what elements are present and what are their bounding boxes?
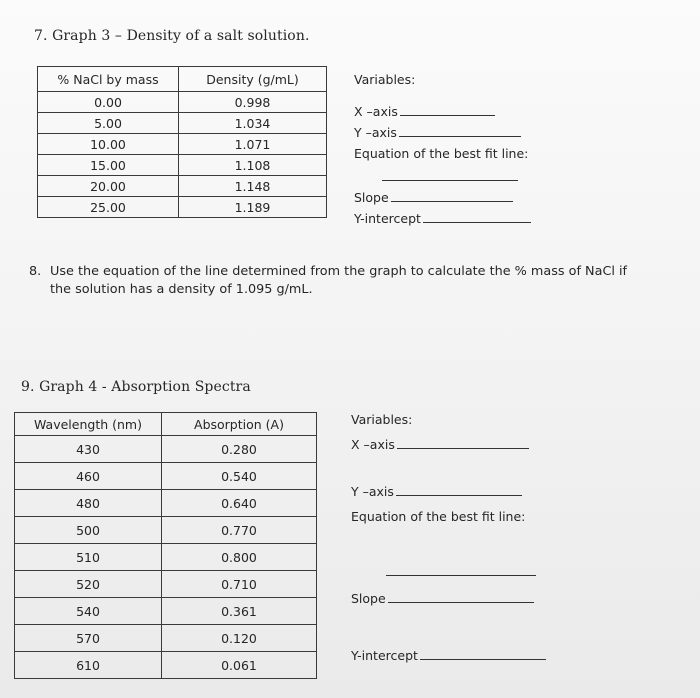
- cell-nacl: 10.00: [38, 134, 179, 155]
- q7-y-axis-blank[interactable]: [399, 125, 521, 137]
- header-density: Density (g/mL): [179, 67, 327, 92]
- table-row: [15, 463, 317, 490]
- cell-absorption: 0.120: [162, 625, 317, 652]
- table-row: [38, 176, 327, 197]
- q9-x-axis-label: X –axis: [351, 437, 395, 452]
- table-row: [15, 652, 317, 679]
- q8-text-line2: the solution has a density of 1.095 g/mL.: [50, 282, 313, 297]
- cell-absorption: 0.061: [162, 652, 317, 679]
- q7-slope-field[interactable]: [354, 190, 513, 205]
- q9-slope-blank[interactable]: [388, 591, 534, 603]
- q7-x-axis-field[interactable]: [354, 104, 495, 119]
- q7-variables-label: Variables:: [354, 72, 416, 87]
- header-nacl: % NaCl by mass: [38, 67, 179, 92]
- cell-absorption: 0.800: [162, 544, 317, 571]
- q7-title: 7. Graph 3 – Density of a salt solution.: [34, 28, 310, 44]
- table-row: [15, 490, 317, 517]
- cell-wavelength: 610: [15, 652, 162, 679]
- table-row: [15, 598, 317, 625]
- q9-x-axis-blank[interactable]: [397, 437, 529, 449]
- q9-y-intercept-blank[interactable]: [420, 648, 546, 660]
- q9-title: 9. Graph 4 - Absorption Spectra: [21, 379, 251, 395]
- table-header-row: [15, 413, 317, 436]
- q9-slope-label: Slope: [351, 591, 386, 606]
- q9-equation-blank[interactable]: [386, 575, 536, 576]
- cell-density: 1.189: [179, 197, 327, 218]
- q7-x-axis-blank[interactable]: [400, 104, 495, 116]
- cell-wavelength: 510: [15, 544, 162, 571]
- cell-density: 1.108: [179, 155, 327, 176]
- q7-y-intercept-field[interactable]: [354, 211, 531, 226]
- cell-wavelength: 480: [15, 490, 162, 517]
- q8-text-line1: Use the equation of the line determined from the graph to calculate the % mass of NaCl if: [50, 264, 628, 279]
- q9-y-axis-label: Y –axis: [351, 484, 394, 499]
- q9-slope-field[interactable]: [351, 591, 534, 606]
- header-wavelength: Wavelength (nm): [15, 413, 162, 436]
- cell-density: 1.148: [179, 176, 327, 197]
- q8-number: 8.: [29, 264, 42, 279]
- cell-absorption: 0.770: [162, 517, 317, 544]
- cell-absorption: 0.710: [162, 571, 317, 598]
- table-row: [38, 92, 327, 113]
- q9-x-axis-field[interactable]: [351, 437, 529, 452]
- cell-nacl: 5.00: [38, 113, 179, 134]
- q9-variables-label: Variables:: [351, 412, 413, 427]
- cell-absorption: 0.280: [162, 436, 317, 463]
- absorption-table: [14, 412, 317, 679]
- q7-y-axis-field[interactable]: [354, 125, 521, 140]
- table-header-row: [38, 67, 327, 92]
- q7-slope-label: Slope: [354, 190, 389, 205]
- q7-y-intercept-blank[interactable]: [423, 211, 531, 223]
- q7-equation-blank[interactable]: [382, 180, 518, 181]
- table-row: [15, 517, 317, 544]
- cell-wavelength: 520: [15, 571, 162, 598]
- q9-y-intercept-label: Y-intercept: [351, 648, 418, 663]
- table-row: [15, 544, 317, 571]
- cell-nacl: 20.00: [38, 176, 179, 197]
- cell-nacl: 0.00: [38, 92, 179, 113]
- table-row: [38, 155, 327, 176]
- q9-y-intercept-field[interactable]: [351, 648, 546, 663]
- q7-slope-blank[interactable]: [391, 190, 513, 202]
- q7-equation-label: Equation of the best fit line:: [354, 146, 529, 161]
- cell-absorption: 0.540: [162, 463, 317, 490]
- q7-y-intercept-label: Y-intercept: [354, 211, 421, 226]
- q9-y-axis-field[interactable]: [351, 484, 522, 499]
- cell-density: 0.998: [179, 92, 327, 113]
- cell-wavelength: 570: [15, 625, 162, 652]
- cell-nacl: 25.00: [38, 197, 179, 218]
- table-row: [38, 113, 327, 134]
- cell-density: 1.034: [179, 113, 327, 134]
- cell-wavelength: 430: [15, 436, 162, 463]
- table-row: [15, 625, 317, 652]
- table-row: [38, 197, 327, 218]
- density-table: [37, 66, 327, 218]
- table-row: [15, 436, 317, 463]
- cell-nacl: 15.00: [38, 155, 179, 176]
- cell-wavelength: 500: [15, 517, 162, 544]
- q7-y-axis-label: Y –axis: [354, 125, 397, 140]
- q9-equation-label: Equation of the best fit line:: [351, 509, 526, 524]
- header-absorption: Absorption (A): [162, 413, 317, 436]
- cell-absorption: 0.640: [162, 490, 317, 517]
- cell-density: 1.071: [179, 134, 327, 155]
- table-row: [15, 571, 317, 598]
- cell-wavelength: 460: [15, 463, 162, 490]
- q9-y-axis-blank[interactable]: [396, 484, 522, 496]
- table-row: [38, 134, 327, 155]
- q7-x-axis-label: X –axis: [354, 104, 398, 119]
- cell-wavelength: 540: [15, 598, 162, 625]
- cell-absorption: 0.361: [162, 598, 317, 625]
